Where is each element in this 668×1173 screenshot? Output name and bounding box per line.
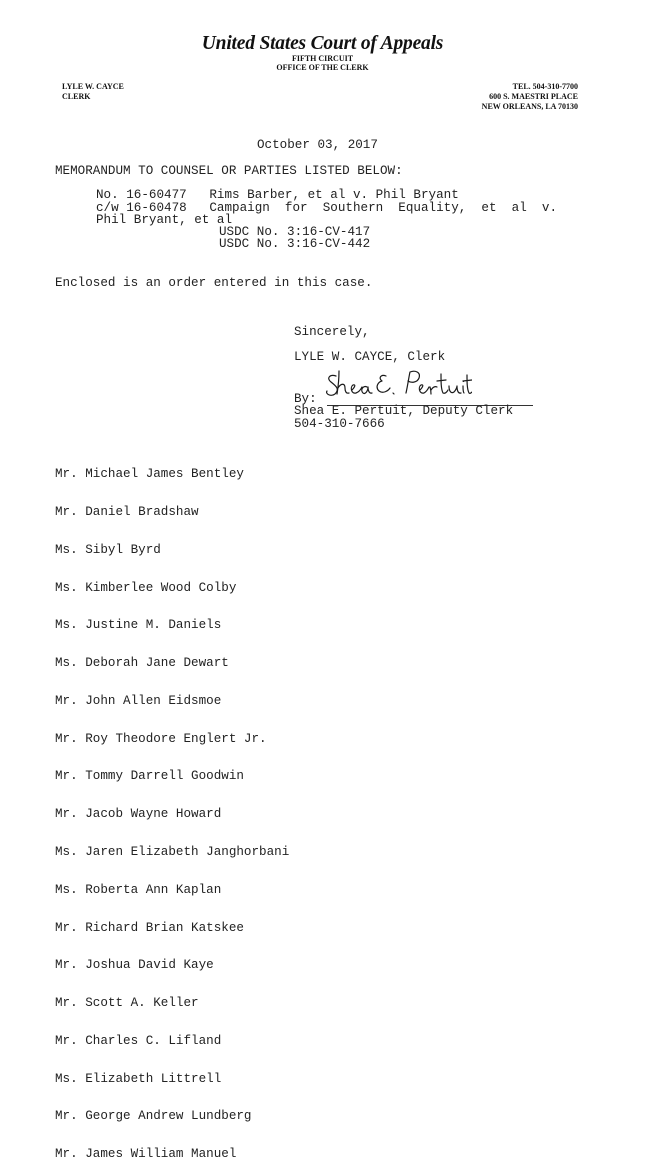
recipient-item: Ms. Jaren Elizabeth Janghorbani — [55, 845, 290, 859]
letter-date: October 03, 2017 — [257, 138, 378, 152]
closing-sincerely: Sincerely, — [294, 325, 370, 339]
recipient-item: Mr. Tommy Darrell Goodwin — [55, 769, 244, 784]
recipient-item: Mr. John Allen Eidsmoe — [55, 693, 222, 708]
clerk-name: LYLE W. CAYCE — [62, 82, 124, 91]
recipient-item: Mr. Michael James Bentley — [55, 467, 244, 482]
recipient-item: Mr. George Andrew Lundberg — [55, 1109, 252, 1124]
recipient-item: Mr. Richard Brian Katskee — [55, 920, 244, 935]
recipient-item: Ms. Sibyl Byrd — [55, 542, 161, 557]
closing-clerk-line: LYLE W. CAYCE, Clerk — [294, 350, 446, 364]
circuit-name: FIFTH CIRCUIT — [291, 54, 354, 63]
handwritten-signature — [322, 366, 472, 402]
usdc-number-2: USDC No. 3:16-CV-442 — [219, 237, 371, 251]
address-line-1: 600 S. MAESTRI PLACE — [489, 92, 578, 101]
recipient-item: Ms. Elizabeth Littrell — [55, 1071, 222, 1086]
case-line-3: Phil Bryant, et al — [96, 213, 233, 227]
case-line-2: c/w 16-60478 Campaign for Southern Equality, et al v. — [96, 201, 558, 215]
clerk-title: CLERK — [62, 92, 91, 101]
case-line-1: No. 16-60477 Rims Barber, et al v. Phil Bryant — [96, 188, 459, 202]
recipient-item: Mr. Joshua David Kaye — [55, 958, 214, 973]
recipient-item: Mr. Daniel Bradshaw — [55, 504, 199, 519]
address-line-2: NEW ORLEANS, LA 70130 — [481, 102, 578, 111]
office-name: OFFICE OF THE CLERK — [276, 63, 369, 72]
recipient-list — [55, 443, 289, 1173]
recipient-item: Ms. Deborah Jane Dewart — [55, 656, 229, 671]
recipient-item: Mr. Roy Theodore Englert Jr. — [55, 731, 267, 746]
address-block — [482, 82, 578, 112]
enclosed-text: Enclosed is an order entered in this case. — [55, 276, 373, 290]
recipient-item: Mr. Charles C. Lifland — [55, 1033, 222, 1048]
memo-heading: MEMORANDUM TO COUNSEL OR PARTIES LISTED BELOW: — [55, 164, 403, 178]
usdc-number-1: USDC No. 3:16-CV-417 — [219, 225, 371, 239]
telephone: TEL. 504-310-7700 — [512, 82, 578, 91]
recipient-item: Mr. Scott A. Keller — [55, 996, 199, 1011]
by-label: By: — [294, 392, 317, 406]
court-title: United States Court of Appeals — [201, 33, 444, 54]
recipient-item: Mr. James William Manuel — [55, 1147, 237, 1162]
recipient-item: Ms. Justine M. Daniels — [55, 618, 222, 633]
recipient-item: Mr. Jacob Wayne Howard — [55, 807, 222, 822]
recipient-item: Ms. Roberta Ann Kaplan — [55, 882, 222, 897]
clerk-block — [62, 82, 124, 102]
recipient-item: Ms. Kimberlee Wood Colby — [55, 580, 237, 595]
deputy-clerk-name: Shea E. Pertuit, Deputy Clerk — [294, 404, 514, 418]
deputy-clerk-phone: 504-310-7666 — [294, 417, 385, 431]
